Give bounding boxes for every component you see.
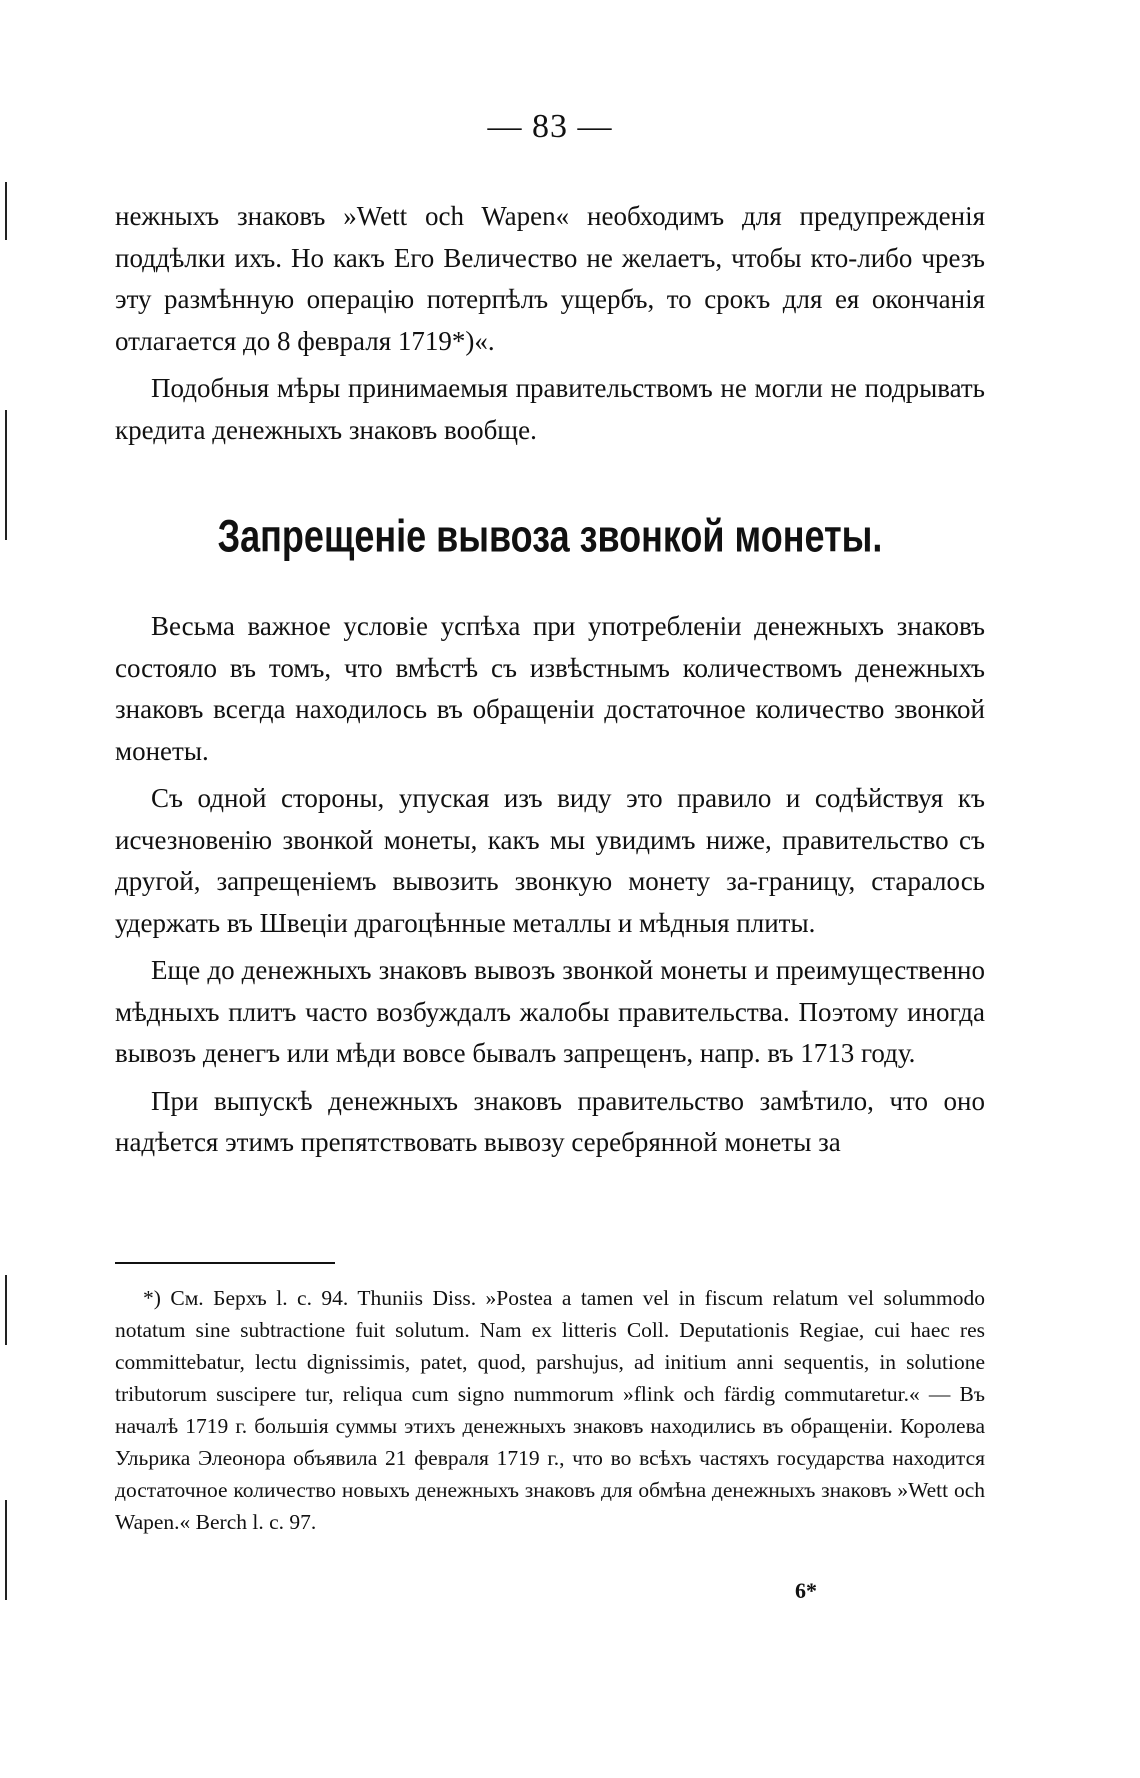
margin-mark [5, 1275, 7, 1345]
paragraph: Съ одной стороны, упуская изъ виду это правило и содѣйствуя къ исчезновенію звонкой монеты, какъ мы увидимъ ниже, правительство съ другой, запрещеніемъ вывозить звонкую монету за-границу, старалось удержать въ Швеціи драгоцѣнные металлы и мѣдныя плиты. [115, 783, 985, 938]
footnote [115, 1282, 985, 1538]
signature-mark: 6* [795, 1578, 817, 1603]
margin-mark [5, 182, 7, 240]
paragraph: При выпускѣ денежныхъ знаковъ правительство замѣтило, что оно надѣется этимъ препятствовать вывозу серебрянной монеты за [115, 1085, 985, 1157]
paragraph: Подобныя мѣры принимаемыя правительствомъ не могли не подрывать кредита денежныхъ знаковъ вообще. [115, 373, 985, 445]
footnote-divider [115, 1262, 335, 1264]
margin-mark [5, 1500, 7, 1600]
page-number: — 83 — [487, 108, 613, 145]
margin-mark [5, 410, 7, 540]
section-text [115, 606, 985, 1164]
footnote-text: *) См. Берхъ l. c. 94. Thuniis Diss. »Postea a tamen vel in fiscum relatum vel solummodo notatum sine subtractione fuit solutum. Nam ex litteris Coll. Deputationis Regiae, cui haec res committebatur, lectu dignissimis, patet, quod, parshujus, ad initium anni sequentis, in solutione tributorum suscipere tur, reliqua cum signo nummorum »flink och färdig commutaretur.« — Въ началѣ 1719 г. большія суммы этихъ денежныхъ знаковъ находились въ обращеніи. Королева Ульрика Элеонора объявила 21 февраля 1719 г., что во всѣхъ частяхъ государства находится достаточное количество новыхъ денежныхъ знаковъ для обмѣна денежныхъ знаковъ »Wett och Wapen.« Berch l. c. 97. [115, 1286, 985, 1534]
paragraph: Еще до денежныхъ знаковъ вывозъ звонкой монеты и преимущественно мѣдныхъ плитъ часто возбуждалъ жалобы правительства. Поэтому иногда вывозъ денегъ или мѣди вовсе бывалъ запрещенъ, напр. въ 1713 году. [115, 955, 985, 1068]
paragraph: Весьма важное условіе успѣха при употребленіи денежныхъ знаковъ состояло въ томъ, что вмѣстѣ съ извѣстнымъ количествомъ денежныхъ знаковъ всегда находилось въ обращеніи достаточное количество звонкой монеты. [115, 611, 985, 766]
section-heading: Запрещеніе вывоза звонкой монеты. [217, 510, 883, 562]
paragraph: нежныхъ знаковъ »Wett och Wapen« необходимъ для предупрежденія поддѣлки ихъ. Но какъ Его Величество не желаетъ, чтобы кто-либо чрезъ эту размѣнную операцію потерпѣлъ ущербъ, то срокъ для ея окончанія отлагается до 8 февраля 1719*)«. [115, 201, 985, 356]
top-text [115, 196, 985, 451]
